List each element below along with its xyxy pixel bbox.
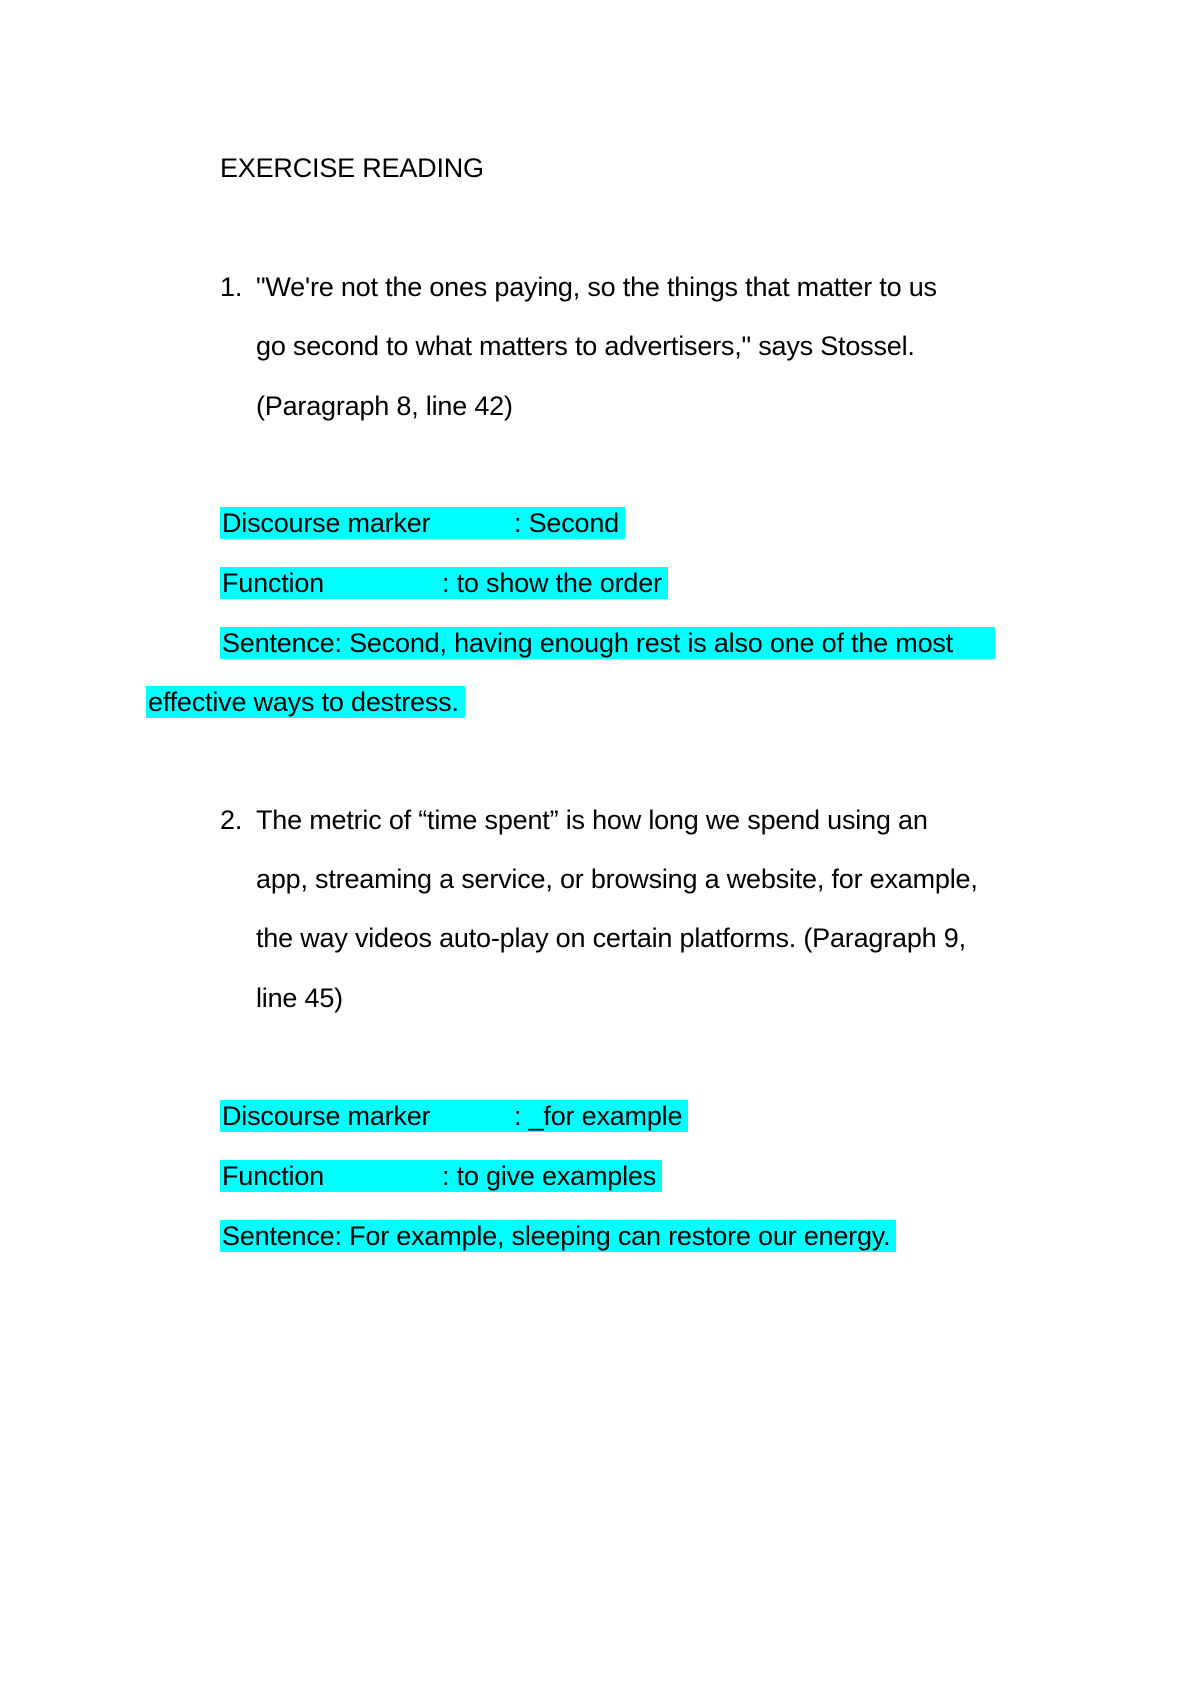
item-1-function-label: Function — [222, 568, 324, 598]
item-2-function-label: Function — [222, 1161, 324, 1191]
item-1-function-value: : to show the order — [442, 568, 662, 598]
document-title: EXERCISE READING — [220, 153, 484, 183]
item-1-marker-row — [220, 505, 625, 541]
item-1-marker-highlight — [220, 507, 625, 539]
item-1-sentence-line-2: effective ways to destress. — [146, 686, 465, 718]
item-1-sentence-row-1 — [220, 625, 995, 661]
item-2-quote-line-4: line 45) — [256, 983, 343, 1013]
item-2-function-value: : to give examples — [442, 1161, 657, 1191]
item-1-marker-value: : Second — [514, 508, 619, 538]
item-2-quote-line-3: the way videos auto-play on certain platforms. (Paragraph 9, — [256, 923, 966, 953]
item-2-number: 2. — [220, 805, 243, 835]
item-2-sentence-row-1 — [220, 1218, 896, 1254]
item-2-sentence-line-1: Sentence: For example, sleeping can restore our energy. — [220, 1220, 896, 1252]
item-2-quote-line-1: The metric of “time spent” is how long we spend using an — [256, 805, 928, 835]
item-2-marker-label: Discourse marker — [222, 1101, 431, 1131]
item-1-number: 1. — [220, 272, 243, 302]
item-2-marker-row — [220, 1098, 688, 1134]
item-2-marker-value: : _for example — [514, 1101, 683, 1131]
item-1-sentence-row-2 — [146, 684, 465, 720]
item-1-first-line — [220, 269, 937, 305]
item-2-function-row — [220, 1158, 662, 1194]
item-1-quote-line-3: (Paragraph 8, line 42) — [256, 391, 513, 421]
item-1-quote-line-2: go second to what matters to advertisers," says Stossel. — [256, 331, 915, 361]
item-2-function-highlight — [220, 1160, 662, 1192]
item-1-function-row — [220, 565, 668, 601]
item-1-sentence-line-1: Sentence: Second, having enough rest is also one of the most — [220, 627, 995, 659]
item-1-marker-label: Discourse marker — [222, 508, 431, 538]
item-2-marker-highlight — [220, 1100, 688, 1132]
item-1-function-highlight — [220, 567, 668, 599]
item-1-quote-line-1: "We're not the ones paying, so the things that matter to us — [256, 272, 937, 302]
item-2-quote-line-2: app, streaming a service, or browsing a website, for example, — [256, 864, 978, 894]
item-2-first-line — [220, 802, 928, 838]
